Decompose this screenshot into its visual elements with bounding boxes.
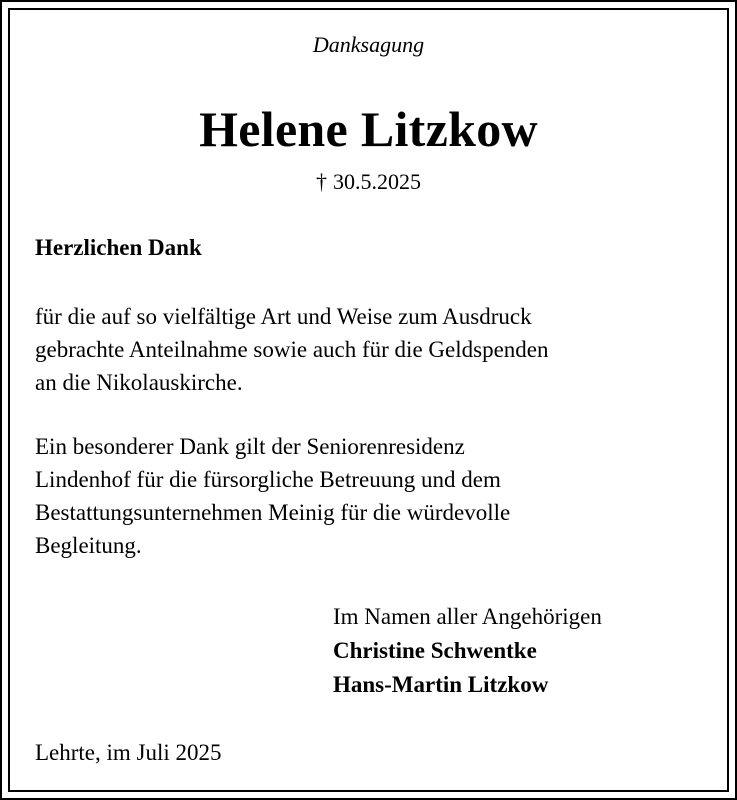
cross-icon: † (316, 169, 327, 194)
death-line (0, 167, 737, 197)
paragraph-line: Ein besonderer Dank gilt der Seniorenresidenz (35, 434, 465, 459)
thanks-title: Herzlichen Dank (35, 235, 202, 260)
signature-block (333, 600, 602, 702)
paragraph-thanks (35, 300, 695, 399)
death-date: 30.5.2025 (333, 169, 421, 194)
deceased-name: Helene Litzkow (199, 101, 538, 157)
notice-heading: Danksagung (312, 32, 425, 57)
signature-intro: Im Namen aller Angehörigen (333, 604, 602, 629)
signature-name: Christine Schwentke (333, 638, 537, 663)
signature-name: Hans-Martin Litzkow (333, 672, 549, 697)
paragraph-line: für die auf so vielfältige Art und Weise zum Ausdruck (35, 304, 532, 329)
paragraph-line: an die Nikolauskirche. (35, 370, 243, 395)
paragraph-line: Lindenhof für die fürsorgliche Betreuung und dem (35, 467, 501, 492)
paragraph-line: gebrachte Anteilnahme sowie auch für die Geldspenden (35, 337, 549, 362)
paragraph-line: Begleitung. (35, 533, 142, 558)
paragraph-special-thanks (35, 430, 695, 562)
paragraph-line: Bestattungsunternehmen Meinig für die würdevolle (35, 500, 511, 525)
place-date: Lehrte, im Juli 2025 (35, 740, 222, 765)
